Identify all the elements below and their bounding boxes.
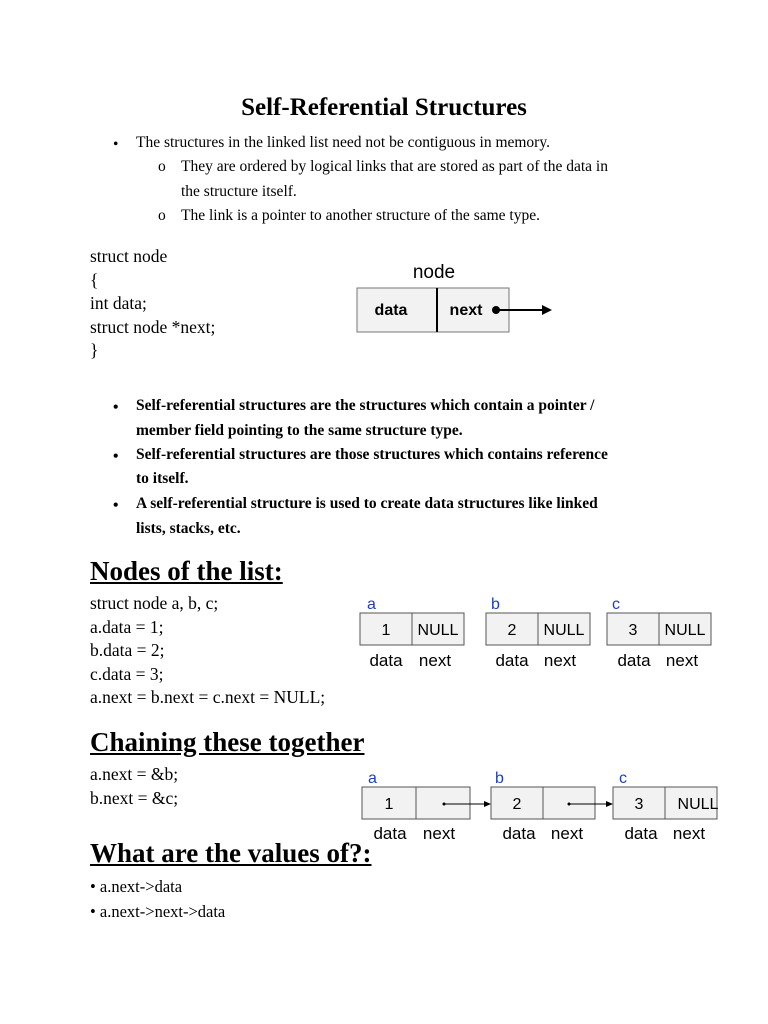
struct-definition [90,245,215,363]
code-line: c.data = 3; [90,663,164,684]
chain-diagram [357,766,725,848]
intro-sub1-line1: They are ordered by logical links that are stored as part of the data in [181,158,608,175]
point3-line1: A self-referential structure is used to create data structures like linked [136,495,598,512]
section-heading-values: What are the values of?: [90,838,372,868]
point2-line2: to itself. [136,470,189,487]
field-label-next: next [422,824,456,843]
bullet-dot: • [90,877,100,896]
code-line: } [90,340,99,360]
point1-line2: member field pointing to the same structure type. [136,422,463,439]
code-line: b.data = 2; [90,640,165,660]
bullet-dot: • [113,448,119,465]
field-label-next: next [418,651,452,670]
code-line: struct node *next; [90,316,216,337]
field-label-data: data [495,651,529,670]
data-value: 1 [381,622,391,639]
next-value: NULL [677,796,719,813]
list-item [90,900,225,925]
list-item [90,875,225,900]
pointer-arrowhead [542,305,552,315]
bullet-dot: • [90,901,100,921]
code-line: { [90,269,99,290]
node-name-label: a [368,770,377,787]
field-label-data: data [624,824,658,843]
code-line: struct node [90,246,168,266]
field-label-data: data [369,651,403,670]
data-value: 3 [628,622,638,639]
next-value: NULL [417,622,459,639]
nodes-diagram [355,592,720,674]
point3-line2: lists, stacks, etc. [136,520,241,537]
bullet-dot: • [113,136,119,153]
node-label: node [412,262,456,283]
list-item-text: a.next->next->data [99,901,226,921]
field-label-next: next [550,824,584,843]
section-heading-chaining: Chaining these together [90,727,365,757]
field-label-data: data [373,824,407,843]
code-line: a.next = b.next = c.next = NULL; [90,687,326,707]
page-title: Self-Referential Structures [241,94,527,121]
field-label-next: next [672,824,706,843]
node-field-next: next [449,302,483,319]
field-label-data: data [617,651,651,670]
intro-sub1-line2: the structure itself. [181,183,297,200]
intro-bullet: The structures in the linked list need not be contiguous in memory. [136,134,550,151]
bullet-dot: • [113,497,119,514]
next-value: NULL [664,622,706,639]
sub-bullet-marker: o [158,207,166,224]
code-line: b.next = &c; [90,787,179,808]
pointer-arrowhead [606,801,613,807]
code-line: a.data = 1; [90,616,164,637]
next-value: NULL [543,622,585,639]
node-diagram [350,255,570,340]
nodes-code [90,592,325,710]
data-value: 1 [384,796,394,813]
field-label-data: data [502,824,536,843]
chain-code [90,763,178,810]
section-heading-nodes: Nodes of the list: [90,556,283,586]
list-item-text: a.next->data [99,877,183,896]
data-value: 3 [634,796,644,813]
data-value: 2 [507,622,517,639]
code-line: a.next = &b; [90,764,179,784]
node-name-label: b [495,770,504,787]
node-field-data: data [374,302,408,319]
code-line: int data; [90,293,147,313]
bullet-dot: • [113,399,119,416]
field-label-next: next [543,651,577,670]
node-name-label: c [619,770,627,787]
pointer-arrowhead [484,801,491,807]
sub-bullet-marker: o [158,158,166,175]
node-name-label: b [491,596,500,613]
data-value: 2 [512,796,522,813]
point1-line1: Self-referential structures are the structures which contain a pointer / [136,397,595,414]
intro-sub2: The link is a pointer to another structure of the same type. [181,207,540,224]
node-name-label: a [367,596,376,613]
field-label-next: next [665,651,699,670]
node-name-label: c [612,596,620,613]
code-line: struct node a, b, c; [90,593,219,613]
values-list [90,875,225,924]
point2-line1: Self-referential structures are those structures which contains reference [136,446,608,463]
